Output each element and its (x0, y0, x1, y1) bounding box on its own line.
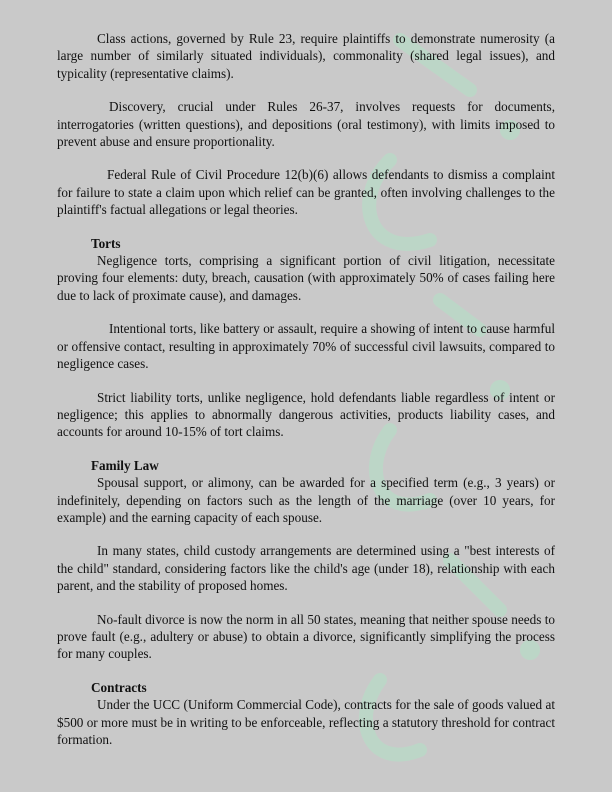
paragraph-intentional-torts: Intentional torts, like battery or assault, require a showing of intent to cause harmful or offensive contact, resulting in approximately 70% of successful civil lawsuits, compared to negligence cases. (57, 321, 555, 372)
heading-contracts: Contracts (91, 679, 147, 695)
section-torts (57, 235, 555, 441)
paragraph-no-fault-divorce: No-fault divorce is now the norm in all 50 states, meaning that neither spouse needs to prove fault (e.g., adultery or abuse) to obtain a divorce, significantly simplifying the process for many couples. (57, 611, 555, 662)
paragraph-class-actions: Class actions, governed by Rule 23, require plaintiffs to demonstrate numerosity (a large number of similarly situated individuals), commonality (shared legal issues), and typicality (representative claims). (57, 31, 555, 81)
paragraph-ucc: Under the UCC (Uniform Commercial Code), contracts for the sale of goods valued at $500 or more must be in writing to be enforceable, reflecting a statutory threshold for contract formation. (57, 697, 555, 747)
document-page (57, 30, 555, 764)
section-family-law (57, 457, 555, 663)
section-contracts (57, 679, 555, 749)
heading-torts: Torts (91, 235, 121, 251)
paragraph-spousal-support: Spousal support, or alimony, can be awarded for a specified term (e.g., 3 years) or indefinitely, depending on factors such as the length of the marriage (over 10 years, for example) and the earning capacity of each spouse. (57, 475, 555, 525)
paragraph-strict-liability: Strict liability torts, unlike negligence, hold defendants liable regardless of intent or negligence; this applies to abnormally dangerous activities, products liability cases, and accounts for around 10-15% of tort claims. (57, 389, 555, 440)
paragraph-child-custody: In many states, child custody arrangements are determined using a "best interests of the child" standard, considering factors like the child's age (under 18), relationship with each parent, and the stability of proposed homes. (57, 543, 555, 594)
paragraph-rule-12b6: Federal Rule of Civil Procedure 12(b)(6) allows defendants to dismiss a complaint for failure to state a claim upon which relief can be granted, often involving challenges to the plaintiff's factual allegations or legal theories. (57, 167, 555, 218)
paragraph-discovery: Discovery, crucial under Rules 26-37, involves requests for documents, interrogatories (written questions), and depositions (oral testimony), with limits imposed to prevent abuse and ensure proportionality. (57, 99, 555, 150)
paragraph-negligence: Negligence torts, comprising a significant portion of civil litigation, necessitate proving four elements: duty, breach, causation (with approximately 50% of cases failing here due to lack of proximate cause), and damages. (57, 253, 555, 303)
heading-family-law: Family Law (91, 457, 159, 473)
